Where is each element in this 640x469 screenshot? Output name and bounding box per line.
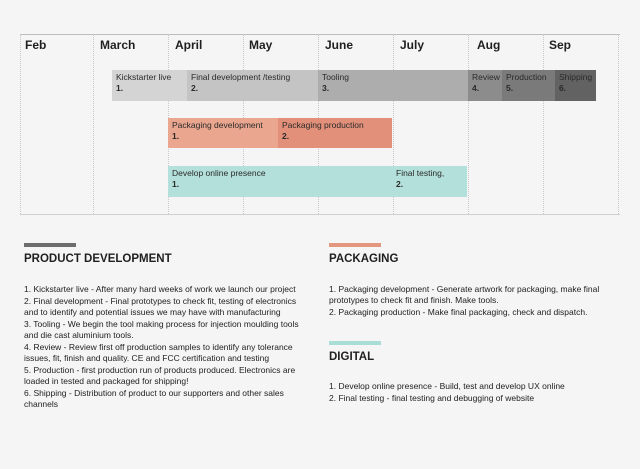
packaging-section-rule [329,243,381,247]
gantt-bar-packaging-development [168,118,278,148]
month-label: May [249,38,273,52]
list-item: 4. Review - Review first off production samples to identify any tolerance issues, fit, finish and quality. CE and FCC certification and testing [24,342,293,363]
product-section-title: PRODUCT DEVELOPMENT [24,253,172,265]
packaging-step-list [329,284,619,319]
bar-label: Shipping [559,72,593,82]
bar-number: 1. [172,131,180,141]
bar-number: 1. [116,83,124,93]
bar-label: Kickstarter live [116,72,172,82]
month-label: Feb [25,38,47,52]
bar-number: 6. [559,83,567,93]
gridline [543,34,544,214]
bar-number: 2. [396,179,404,189]
gridline [468,34,469,214]
product-section-rule [24,243,76,247]
month-label: Aug [477,38,501,52]
bar-number: 2. [191,83,199,93]
list-item: 2. Final testing - final testing and debugging of website [329,393,535,403]
bar-label: Final development /testing [191,72,291,82]
gridline [20,34,21,214]
list-item: 6. Shipping - Distribution of product to our supporters and other sales channels [24,388,284,409]
gantt-bar-packaging-production [278,118,392,148]
bar-number: 2. [282,131,290,141]
bar-label: Packaging production [282,120,364,130]
product-step-list [24,284,310,411]
gantt-bar-shipping [555,70,596,101]
list-item: 3. Tooling - We begin the tool making process for injection moulding tools and die cast aluminium tools. [24,319,299,340]
timeline-bottom-rule [20,214,620,215]
list-item: 2. Packaging production - Make final packaging, check and dispatch. [329,307,588,317]
month-label: April [175,38,203,52]
bar-label: Tooling [322,72,349,82]
month-label: July [400,38,425,52]
digital-section-title: DIGITAL [329,351,375,363]
timeline-top-rule [20,34,620,35]
bar-label: Review [472,72,500,82]
month-label: June [325,38,354,52]
gantt-bar-production [502,70,555,101]
digital-step-list [329,381,619,405]
bar-number: 3. [322,83,330,93]
list-item: 1. Packaging development - Generate artwork for packaging, make final prototypes to check fit and finish. Make tools. [329,284,600,305]
bar-label: Develop online presence [172,168,266,178]
list-item: 1. Kickstarter live - After many hard weeks of work we launch our project [24,284,296,294]
bar-label: Packaging development [172,120,263,130]
month-label: Sep [549,38,572,52]
bar-number: 5. [506,83,514,93]
gridline [93,34,94,214]
bar-label: Final testing, [396,168,445,178]
gantt-bar-final-development [187,70,318,101]
gantt-bar-final-testing [392,166,467,197]
gantt-bar-kickstarter [112,70,187,101]
gantt-bar-online-presence [168,166,392,197]
month-label: March [100,38,136,52]
gridline [618,34,619,214]
gantt-bar-tooling [318,70,468,101]
digital-section-rule [329,341,381,345]
list-item: 2. Final development - Final prototypes to check fit, testing of electronics and to identify and potential issues we may have with manufacturing [24,296,297,317]
bar-number: 1. [172,179,180,189]
list-item: 1. Develop online presence - Build, test and develop UX online [329,381,565,391]
bar-number: 4. [472,83,480,93]
gantt-bar-review [468,70,502,101]
packaging-section-title: PACKAGING [329,253,399,265]
bar-label: Production [506,72,547,82]
list-item: 5. Production - first production run of products produced. Electronics are loaded in tested and packaged for shipping! [24,365,296,386]
